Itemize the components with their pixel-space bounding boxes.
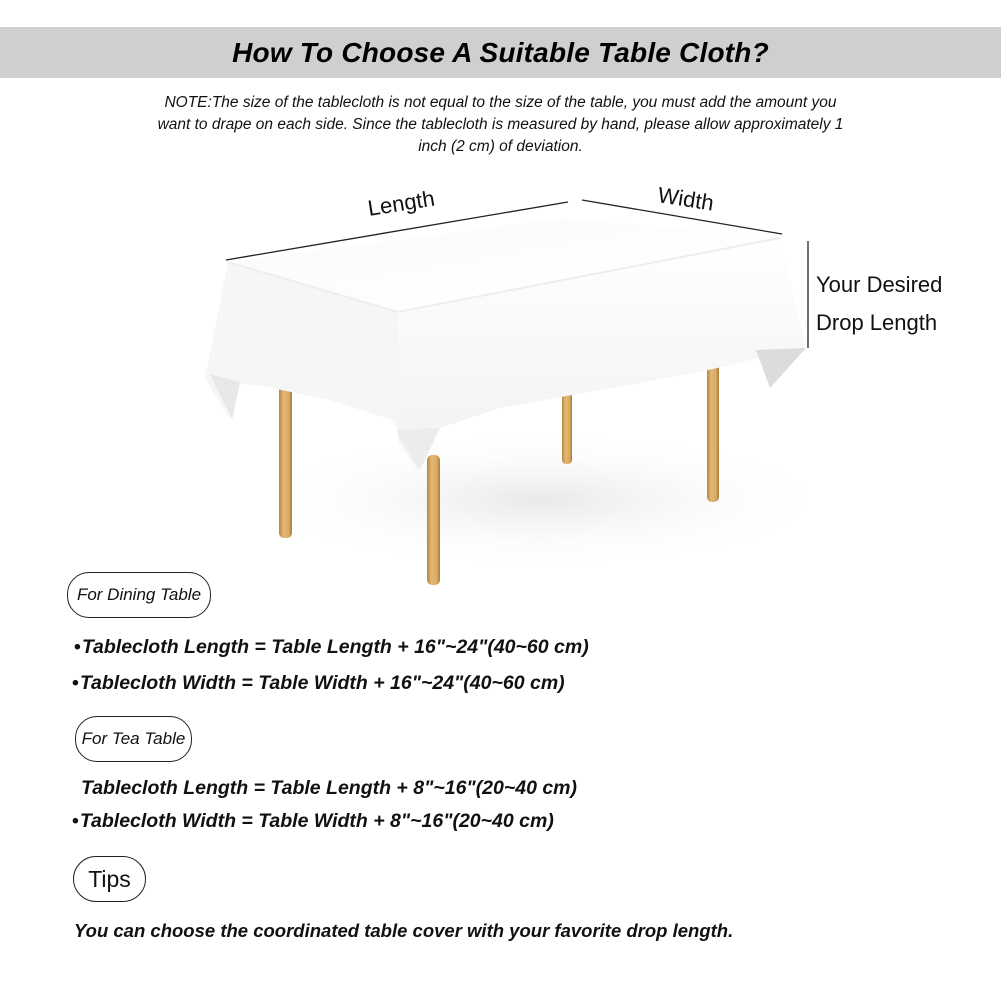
dining-length-formula [74,636,589,659]
tea-width-formula [72,810,554,833]
floor-shadow [240,430,840,570]
note-text: NOTE:The size of the tablecloth is not equal to the size of the table, you must add the amount you want to drape on each side. Since the tablecloth is measured by hand, please allow approximately 1 inch (2 cm) of deviation. [157,94,844,155]
bullet: • [72,810,79,832]
table-leg-right [707,352,719,502]
tip-text: You can choose the coordinated table cover with your favorite drop length. [74,920,734,941]
formula-text: Tablecloth Width = Table Width + 16"~24"(40~60 cm) [79,672,565,694]
tea-length-formula [80,777,577,800]
drop-label-line1: Your Desired [816,272,943,297]
table-leg-left [279,378,292,538]
cloth-right-corner [756,348,806,388]
page-title: How To Choose A Suitable Table Cloth? [232,36,769,68]
bullet: • [74,636,81,658]
table-leg-front [427,455,440,585]
formula-text: Tablecloth Width = Table Width + 8"~16"(20~40 cm) [79,810,554,832]
width-label: Width [656,182,716,216]
cloth-left-corner [210,374,240,420]
length-label: Length [365,185,437,221]
bullet: • [72,672,79,694]
formula-text: Tablecloth Length = Table Length + 8"~16"(20~40 cm) [81,777,578,799]
formula-text: Tablecloth Length = Table Length + 16"~24"(40~60 cm) [81,636,589,658]
tea-table-pill: For Tea Table [75,716,192,762]
dining-table-pill: For Dining Table [67,572,211,618]
table-leg-back [562,388,572,464]
dining-width-formula [72,672,565,695]
drop-label-line2: Drop Length [816,310,938,335]
drop-length-label [816,266,996,342]
tips-pill: Tips [73,856,146,902]
